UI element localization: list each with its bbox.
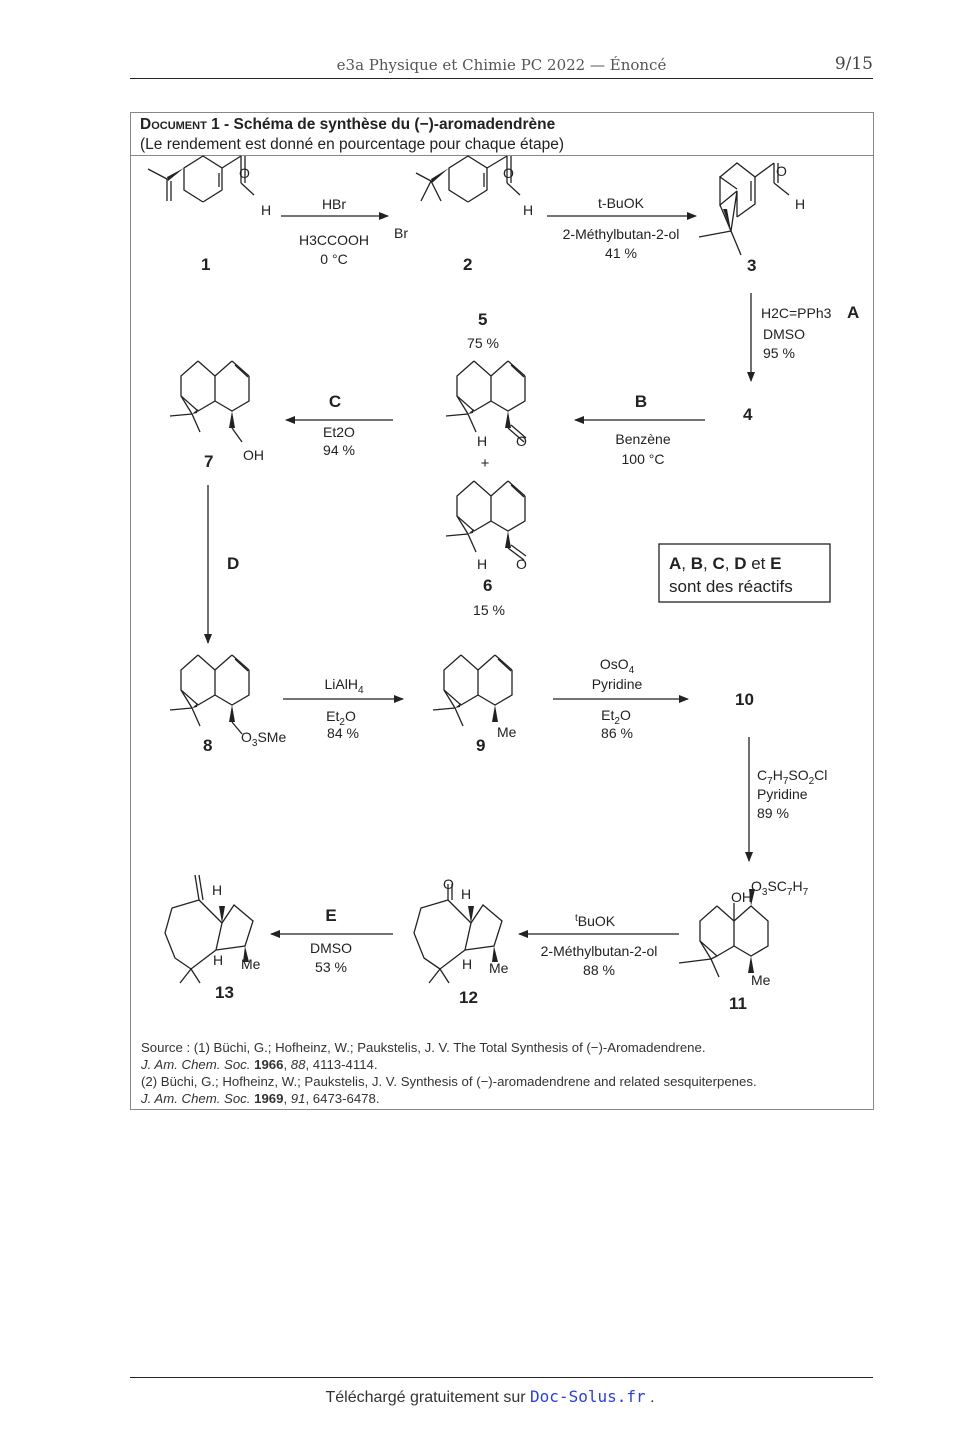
atom-oh: OH bbox=[731, 889, 752, 905]
atom-h: H bbox=[261, 202, 272, 218]
step2-yield: 41 % bbox=[605, 245, 637, 261]
atom-o: O bbox=[516, 433, 527, 449]
compound-5-structure bbox=[446, 361, 526, 442]
step11-solvent: DMSO bbox=[310, 940, 352, 956]
page-number: 9/15 bbox=[834, 54, 873, 74]
substituent-mesylate: $O_3SMe$ bbox=[241, 729, 287, 749]
footer-rule bbox=[130, 1377, 873, 1378]
atom-oh: OH bbox=[243, 447, 264, 463]
compound-9-label: 9 bbox=[476, 736, 486, 755]
atom-h: H bbox=[795, 196, 806, 212]
reactifs-box-letters: A, B, C, D et E bbox=[669, 554, 782, 573]
step8-yield: 86 % bbox=[601, 725, 633, 741]
atom-o: O bbox=[503, 165, 514, 181]
source-line-3: (2) Büchi, G.; Hofheinz, W.; Paukstelis, J. V. Synthesis of (−)-aromadendrene and related sesquiterpenes. bbox=[141, 1074, 757, 1089]
step3-yield: 95 % bbox=[763, 345, 795, 361]
journal-year: 1966 bbox=[254, 1057, 284, 1072]
exam-title: e3a Physique et Chimie PC 2022 — Énoncé bbox=[336, 56, 667, 74]
compound-11-label: 11 bbox=[729, 994, 747, 1013]
step1-reagent: HBr bbox=[321, 196, 347, 212]
footer-text: Téléchargé gratuitement sur bbox=[325, 1389, 531, 1406]
compound-8-label: 8 bbox=[203, 736, 213, 755]
compound-1-label: 1 bbox=[201, 255, 211, 274]
journal-volume: 88 bbox=[290, 1057, 306, 1072]
step10-solvent: 2-Méthylbutan-2-ol bbox=[540, 943, 658, 959]
compound-13-structure bbox=[165, 875, 253, 983]
step1-temp: 0 °C bbox=[320, 251, 348, 267]
journal-pages: , 4113-4114. bbox=[305, 1057, 378, 1072]
source-line-2: J. Am. Chem. Soc. 1966, 88, 4113-4114. bbox=[141, 1057, 378, 1072]
atom-o: O bbox=[239, 165, 250, 181]
step9-base: Pyridine bbox=[757, 786, 808, 802]
reactifs-box-line2: sont des réactifs bbox=[669, 577, 793, 596]
atom-h: H bbox=[213, 952, 224, 968]
step11-letter: E bbox=[325, 906, 337, 925]
journal-year: 1969 bbox=[254, 1091, 284, 1106]
step4-temp: 100 °C bbox=[621, 451, 665, 467]
compound-7-label: 7 bbox=[204, 452, 214, 471]
compound-6-yield: 15 % bbox=[473, 602, 505, 618]
source-line-1: Source : (1) Büchi, G.; Hofheinz, W.; Paukstelis, J. V. The Total Synthesis of (−)-Aromadendrene. bbox=[141, 1040, 706, 1055]
step9-reagent: $C_7H_7SO_2Cl$ bbox=[757, 767, 828, 787]
plus-sign: + bbox=[480, 455, 490, 472]
compound-9-structure bbox=[433, 655, 512, 726]
compound-5-yield: 75 % bbox=[467, 335, 499, 351]
document-label: Document 1 bbox=[140, 116, 220, 133]
compound-11-structure bbox=[679, 889, 768, 977]
document-title-text: - Schéma de synthèse du (−)-aromadendrène bbox=[219, 116, 556, 133]
footer-end: . bbox=[645, 1389, 655, 1406]
compound-3-label: 3 bbox=[747, 256, 757, 275]
compound-5-label: 5 bbox=[478, 310, 488, 329]
page-header bbox=[130, 52, 873, 79]
compound-7-structure bbox=[170, 361, 249, 442]
step10-yield: 88 % bbox=[583, 962, 615, 978]
step6-letter: D bbox=[227, 554, 240, 573]
step4-letter: B bbox=[634, 392, 648, 411]
step5-yield: 94 % bbox=[323, 442, 355, 458]
journal-name: J. Am. Chem. Soc. bbox=[141, 1057, 251, 1072]
step7-solvent: $Et_2O$ bbox=[326, 708, 356, 728]
journal-volume: 91 bbox=[290, 1091, 306, 1106]
compound-12-label: 12 bbox=[459, 988, 478, 1007]
step7-yield: 84 % bbox=[327, 725, 359, 741]
atom-o: O bbox=[516, 556, 527, 572]
document-frame bbox=[130, 112, 874, 1110]
atom-h: H bbox=[212, 882, 223, 898]
atom-h: H bbox=[523, 202, 534, 218]
footer-link[interactable]: Doc-Solus.fr bbox=[530, 1387, 646, 1406]
compound-10-label: 10 bbox=[735, 690, 754, 709]
synthesis-scheme bbox=[131, 113, 873, 1033]
step5-solvent: Et2O bbox=[323, 424, 355, 440]
step9-yield: 89 % bbox=[757, 805, 789, 821]
compound-13-label: 13 bbox=[215, 983, 234, 1002]
step3-solvent: DMSO bbox=[763, 326, 805, 342]
atom-h: H bbox=[461, 886, 472, 902]
compound-4-label: 4 bbox=[743, 405, 753, 424]
step3-reagent: H2C=PPh3 bbox=[761, 305, 832, 321]
atom-me: Me bbox=[241, 956, 261, 972]
compound-2-label: 2 bbox=[463, 255, 473, 274]
compound-6-label: 6 bbox=[483, 576, 493, 595]
step8-reagent: OsO$_4$ bbox=[599, 656, 635, 676]
step1-solvent: H3CCOOH bbox=[298, 232, 370, 248]
step2-reagent: t-BuOK bbox=[598, 195, 644, 211]
atom-h: H bbox=[462, 956, 473, 972]
atom-me: Me bbox=[497, 724, 517, 740]
step10-reagent: $^t$BuOK bbox=[575, 913, 616, 929]
journal-pages: , 6473-6478. bbox=[305, 1091, 380, 1106]
atom-o: O bbox=[443, 876, 454, 892]
journal-name: J. Am. Chem. Soc. bbox=[141, 1091, 251, 1106]
atom-me: Me bbox=[489, 960, 509, 976]
step11-yield: 53 % bbox=[315, 959, 347, 975]
atom-h: H bbox=[477, 556, 488, 572]
step2-solvent: 2-Méthylbutan-2-ol bbox=[562, 226, 680, 242]
step3-letter: A bbox=[847, 303, 860, 322]
source-references bbox=[141, 1039, 864, 1107]
step8-solvent: $Et_2O$ bbox=[601, 707, 631, 727]
step7-reagent: LiAlH$_4$ bbox=[324, 676, 364, 696]
atom-me: Me bbox=[751, 972, 771, 988]
document-subtitle: (Le rendement est donné en pourcentage pour chaque étape) bbox=[140, 136, 564, 153]
atom-h: H bbox=[477, 433, 488, 449]
page-footer bbox=[0, 1387, 980, 1407]
step8-base: Pyridine bbox=[591, 676, 643, 692]
source-line-4: J. Am. Chem. Soc. 1969, 91, 6473-6478. bbox=[141, 1091, 380, 1106]
atom-o: O bbox=[776, 163, 787, 179]
compound-8-structure bbox=[170, 655, 249, 734]
step5-letter: C bbox=[328, 392, 342, 411]
compound-6-structure bbox=[446, 481, 526, 560]
atom-br: Br bbox=[394, 225, 408, 241]
substituent-tosylate: $O_3SC_7H_7$ bbox=[751, 878, 809, 898]
step4-solvent: Benzène bbox=[615, 431, 671, 447]
